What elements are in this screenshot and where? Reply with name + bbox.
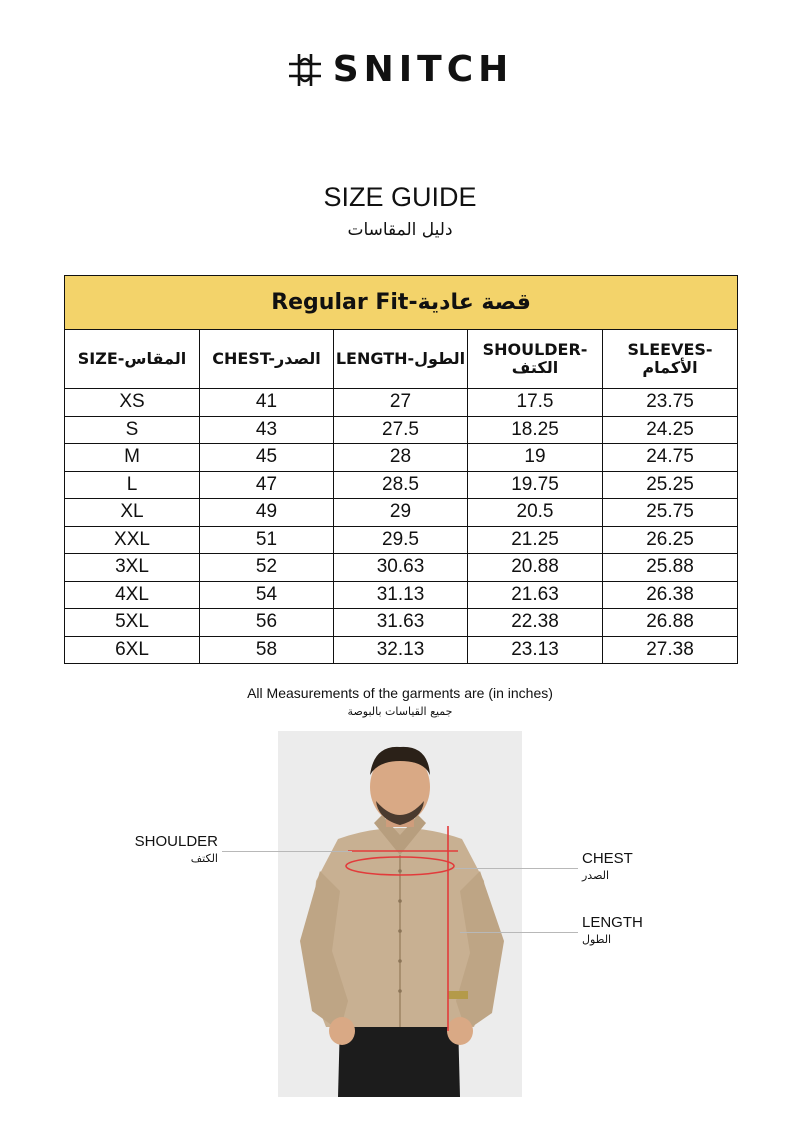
fit-header: Regular Fit-قصة عادية (65, 276, 738, 330)
cell-shoulder: 19.75 (468, 471, 603, 499)
length-label-ar: الطول (582, 933, 612, 946)
table-row (65, 526, 738, 554)
cell-sleeves: 26.25 (603, 526, 738, 554)
cell-size: L (65, 471, 200, 499)
table-row (65, 554, 738, 582)
cell-sleeves: 23.75 (603, 389, 738, 417)
length-label-en: LENGTH (582, 914, 643, 931)
cell-size: 6XL (65, 636, 200, 664)
column-header-ar: الصدر (275, 349, 321, 368)
cell-sleeves: 24.25 (603, 416, 738, 444)
page-title: SIZE GUIDE (323, 182, 477, 212)
cell-size: 4XL (65, 581, 200, 609)
page-title-arabic: دليل المقاسات (347, 220, 453, 240)
cell-length: 30.63 (334, 554, 468, 582)
column-header-ar: الكتف (511, 358, 559, 377)
cell-sleeves: 24.75 (603, 444, 738, 472)
cell-chest: 52 (200, 554, 334, 582)
cell-sleeves: 25.88 (603, 554, 738, 582)
table-row (65, 609, 738, 637)
cell-chest: 49 (200, 499, 334, 527)
length-label (582, 914, 672, 948)
cell-shoulder: 19 (468, 444, 603, 472)
cell-length: 27.5 (334, 416, 468, 444)
cell-sleeves: 26.38 (603, 581, 738, 609)
cell-size: S (65, 416, 200, 444)
cell-length: 31.13 (334, 581, 468, 609)
shoulder-label-en: SHOULDER (134, 833, 218, 850)
cell-length: 27 (334, 389, 468, 417)
cell-size: XL (65, 499, 200, 527)
length-leader-line (460, 932, 578, 933)
cell-length: 29.5 (334, 526, 468, 554)
table-row (65, 636, 738, 664)
brand-logo (0, 50, 800, 90)
cell-shoulder: 21.25 (468, 526, 603, 554)
chest-label-en: CHEST (582, 850, 633, 867)
shoulder-leader-line (222, 851, 352, 852)
column-header-ar: الأكمام (642, 358, 698, 377)
model-photo (278, 731, 522, 1097)
measurement-note-arabic: جميع القياسات بالبوصة (347, 705, 453, 718)
cell-chest: 58 (200, 636, 334, 664)
cell-sleeves: 25.25 (603, 471, 738, 499)
cell-size: M (65, 444, 200, 472)
cell-length: 28 (334, 444, 468, 472)
cell-size: 3XL (65, 554, 200, 582)
column-header-size (65, 330, 200, 389)
column-header-en: CHEST- (212, 349, 276, 368)
chest-leader-line (455, 868, 578, 869)
chest-label-ar: الصدر (582, 869, 610, 882)
cell-length: 31.63 (334, 609, 468, 637)
shoulder-label-ar: الكتف (190, 852, 218, 865)
cell-chest: 51 (200, 526, 334, 554)
cell-chest: 45 (200, 444, 334, 472)
table-row (65, 444, 738, 472)
cell-shoulder: 17.5 (468, 389, 603, 417)
cell-length: 28.5 (334, 471, 468, 499)
column-header-shoulder (468, 330, 603, 389)
cell-chest: 47 (200, 471, 334, 499)
brand-name: SNITCH (332, 49, 514, 90)
cell-chest: 54 (200, 581, 334, 609)
cell-shoulder: 18.25 (468, 416, 603, 444)
chest-label (582, 850, 672, 884)
cell-sleeves: 25.75 (603, 499, 738, 527)
column-header-en: SIZE- (77, 349, 125, 368)
cell-size: 5XL (65, 609, 200, 637)
column-header-chest (200, 330, 334, 389)
column-header-en: SLEEVES- (627, 340, 713, 359)
measurement-note: All Measurements of the garments are (in inches) (247, 685, 553, 701)
table-row (65, 416, 738, 444)
cell-chest: 56 (200, 609, 334, 637)
cell-sleeves: 26.88 (603, 609, 738, 637)
column-header-ar: المقاس (124, 349, 187, 368)
cell-length: 29 (334, 499, 468, 527)
column-header-length (334, 330, 468, 389)
cell-size: XS (65, 389, 200, 417)
cell-shoulder: 23.13 (468, 636, 603, 664)
column-header-ar: الطول (414, 349, 466, 368)
column-header-sleeves (603, 330, 738, 389)
cell-size: XXL (65, 526, 200, 554)
column-header-en: LENGTH- (335, 349, 415, 368)
cell-sleeves: 27.38 (603, 636, 738, 664)
cell-chest: 43 (200, 416, 334, 444)
cell-chest: 41 (200, 389, 334, 417)
snitch-monogram-icon (287, 52, 323, 88)
size-table (64, 275, 738, 664)
column-header-en: SHOULDER- (482, 340, 588, 359)
cell-shoulder: 22.38 (468, 609, 603, 637)
cell-shoulder: 21.63 (468, 581, 603, 609)
model-illustration (278, 731, 522, 1097)
table-row (65, 389, 738, 417)
cell-shoulder: 20.88 (468, 554, 603, 582)
cell-length: 32.13 (334, 636, 468, 664)
cell-shoulder: 20.5 (468, 499, 603, 527)
table-row (65, 499, 738, 527)
table-row (65, 471, 738, 499)
shoulder-label (132, 833, 218, 867)
table-row (65, 581, 738, 609)
